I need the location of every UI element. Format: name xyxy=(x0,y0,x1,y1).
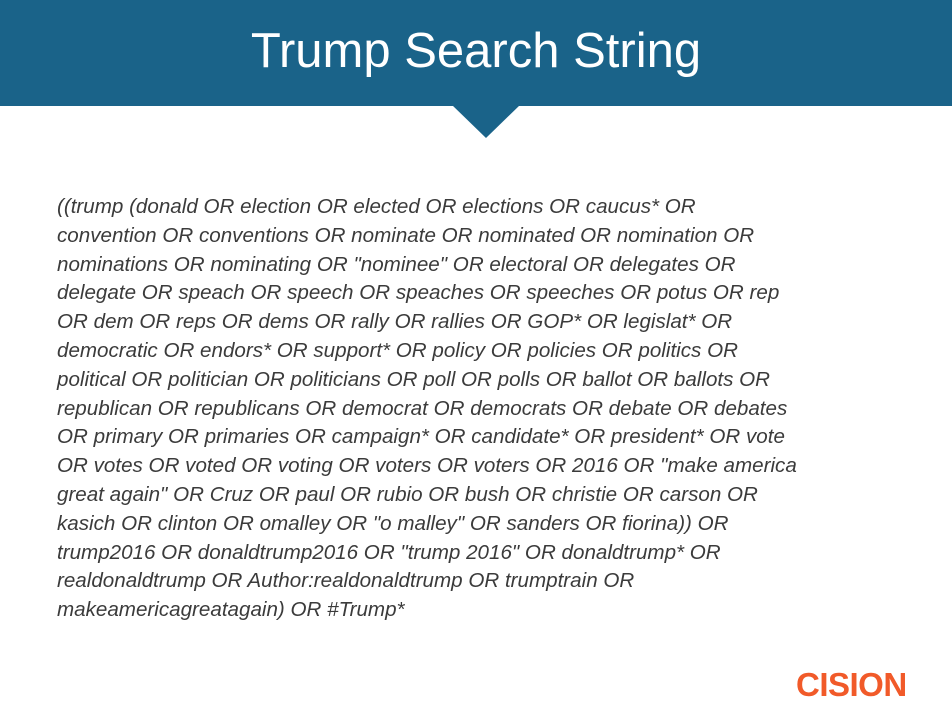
search-string-line: delegate OR speach OR speech OR speaches OR speeches OR potus OR rep xyxy=(57,281,780,305)
slide-title: Trump Search String xyxy=(250,24,702,78)
search-string-line: democratic OR endors* OR support* OR policy OR policies OR politics OR xyxy=(57,338,738,362)
search-string-line: ((trump (donald OR election OR elected OR elections OR caucus* OR xyxy=(57,195,696,218)
search-string-line: political OR politician OR politicians OR poll OR polls OR ballot OR ballots OR xyxy=(57,367,771,391)
search-string-line: OR votes OR voted OR voting OR voters OR voters OR 2016 OR "make america xyxy=(57,454,797,478)
search-string-line: OR dem OR reps OR dems OR rally OR rallies OR GOP* OR legislat* OR xyxy=(57,310,733,334)
search-string-line: kasich OR clinton OR omalley OR "o malley" OR sanders OR fiorina)) OR xyxy=(57,511,729,535)
search-string-line: nominations OR nominating OR "nominee" OR electoral OR delegates OR xyxy=(57,252,736,276)
search-string-line: trump2016 OR donaldtrump2016 OR "trump 2016" OR donaldtrump* OR xyxy=(57,540,721,564)
search-string-line: OR primary OR primaries OR campaign* OR candidate* OR president* OR vote xyxy=(57,425,785,449)
search-string-line: realdonaldtrump OR Author:realdonaldtrump OR trumptrain OR xyxy=(57,569,635,593)
search-string-line: great again" OR Cruz OR paul OR rubio OR bush OR christie OR carson OR xyxy=(57,482,758,506)
search-string-line: convention OR conventions OR nominate OR nominated OR nomination OR xyxy=(57,223,755,247)
search-string-text xyxy=(57,193,937,625)
cision-logo: CISION xyxy=(796,666,907,703)
slide-header xyxy=(0,0,952,106)
search-string-line: makeamericagreatagain) OR #Trump* xyxy=(57,598,405,622)
header-pointer-arrow xyxy=(452,105,520,138)
search-string-line: republican OR republicans OR democrat OR democrats OR debate OR debates xyxy=(57,396,788,420)
